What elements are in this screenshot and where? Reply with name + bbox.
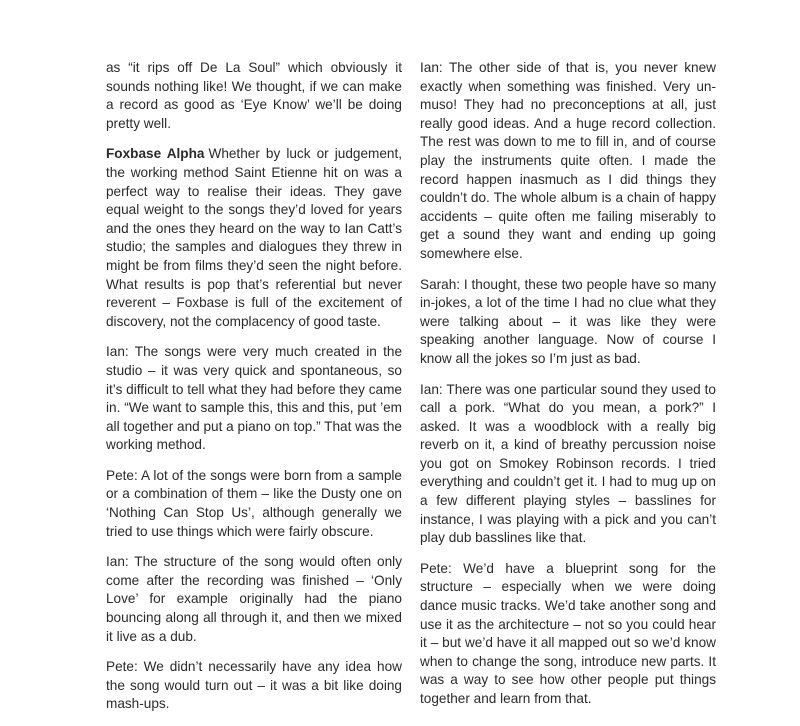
paragraph: Pete: We’d have a blueprint song for the structure – especially when we were doing dance music tracks. We’d take another song and use it as the architecture – not so you could hear it – but we’d have it all mapped out so we’d know when to change the song, introduce new parts. It was a way to see how other people put things together and learn from that. (420, 560, 716, 706)
paragraph: Pete: A lot of the songs were born from a sample or a combination of them – like the Dusty one on ‘Nothing Can Stop Us’, although generally we tried to use things which were fairly obscure. (106, 467, 402, 539)
paragraph: Ian: There was one particular sound they used to call a pork. “What do you mean, a pork?” I asked. It was a woodblock with a really big reverb on it, a kind of breathy percussion noise you got on Smokey Robinson records. I tried everything and couldn’t get it. I had to mug up on a few different playing styles – basslines for instance, I was playing with a pick and you can’t play dub basslines like that. (420, 381, 716, 546)
paragraph: Sarah: I thought, these two people have so many in-jokes, a lot of the time I had no clue what they were talking about – it was like they were speaking another language. Now of course I know all the jokes so I’m just as bad. (420, 276, 716, 366)
paragraph: Ian: The songs were very much created in the studio – it was very quick and spontaneous, so it’s difficult to tell what they had before they came in. “We want to sample this, this and this, put ’em all together and put a piano on top.” That was the working method. (106, 344, 402, 453)
paragraph-foxbase-alpha (106, 145, 402, 331)
right-column (420, 59, 716, 721)
paragraph: as “it rips off De La Soul” which obviously it sounds nothing like! We thought, if we can make a record as good as ‘Eye Know’ we’ll be doing pretty well. (106, 60, 402, 131)
paragraph-text: Whether by luck or judgement, the working method Saint Etienne hit on was a perfect way to realise their ideas. They gave equal weight to the songs they’d loved for years and the ones they heard on the way to Ian Catt’s studio; the samples and dialogues they threw in might be from films they’d seen the night before. What results is pop that’s referential but never reverent – Foxbase is full of the excitement of discovery, not the complacency of good taste. (106, 146, 403, 329)
paragraph: Pete: We didn’t necessarily have any idea how the song would turn out – it was a bit like doing mash-ups. (106, 659, 402, 712)
section-heading: Foxbase Alpha (106, 146, 205, 162)
paragraph: Ian: The other side of that is, you never knew exactly when something was finished. Very un-muso! They had no preconceptions at all, just really good ideas. And a huge record collection. The rest was down to me to fill in, and of course play the instruments quite often. I made the record happen inasmuch as I did things they couldn’t do. The whole album is a chain of happy accidents – quite often me failing miserably to get a sound they want and ending up going somewhere else. (420, 60, 716, 261)
left-column (106, 59, 402, 726)
paragraph: Ian: The structure of the song would often only come after the recording was finished – ‘Only Love’ for example originally had the piano bouncing along all through it, and then we mixed it live as a dub. (106, 554, 402, 644)
